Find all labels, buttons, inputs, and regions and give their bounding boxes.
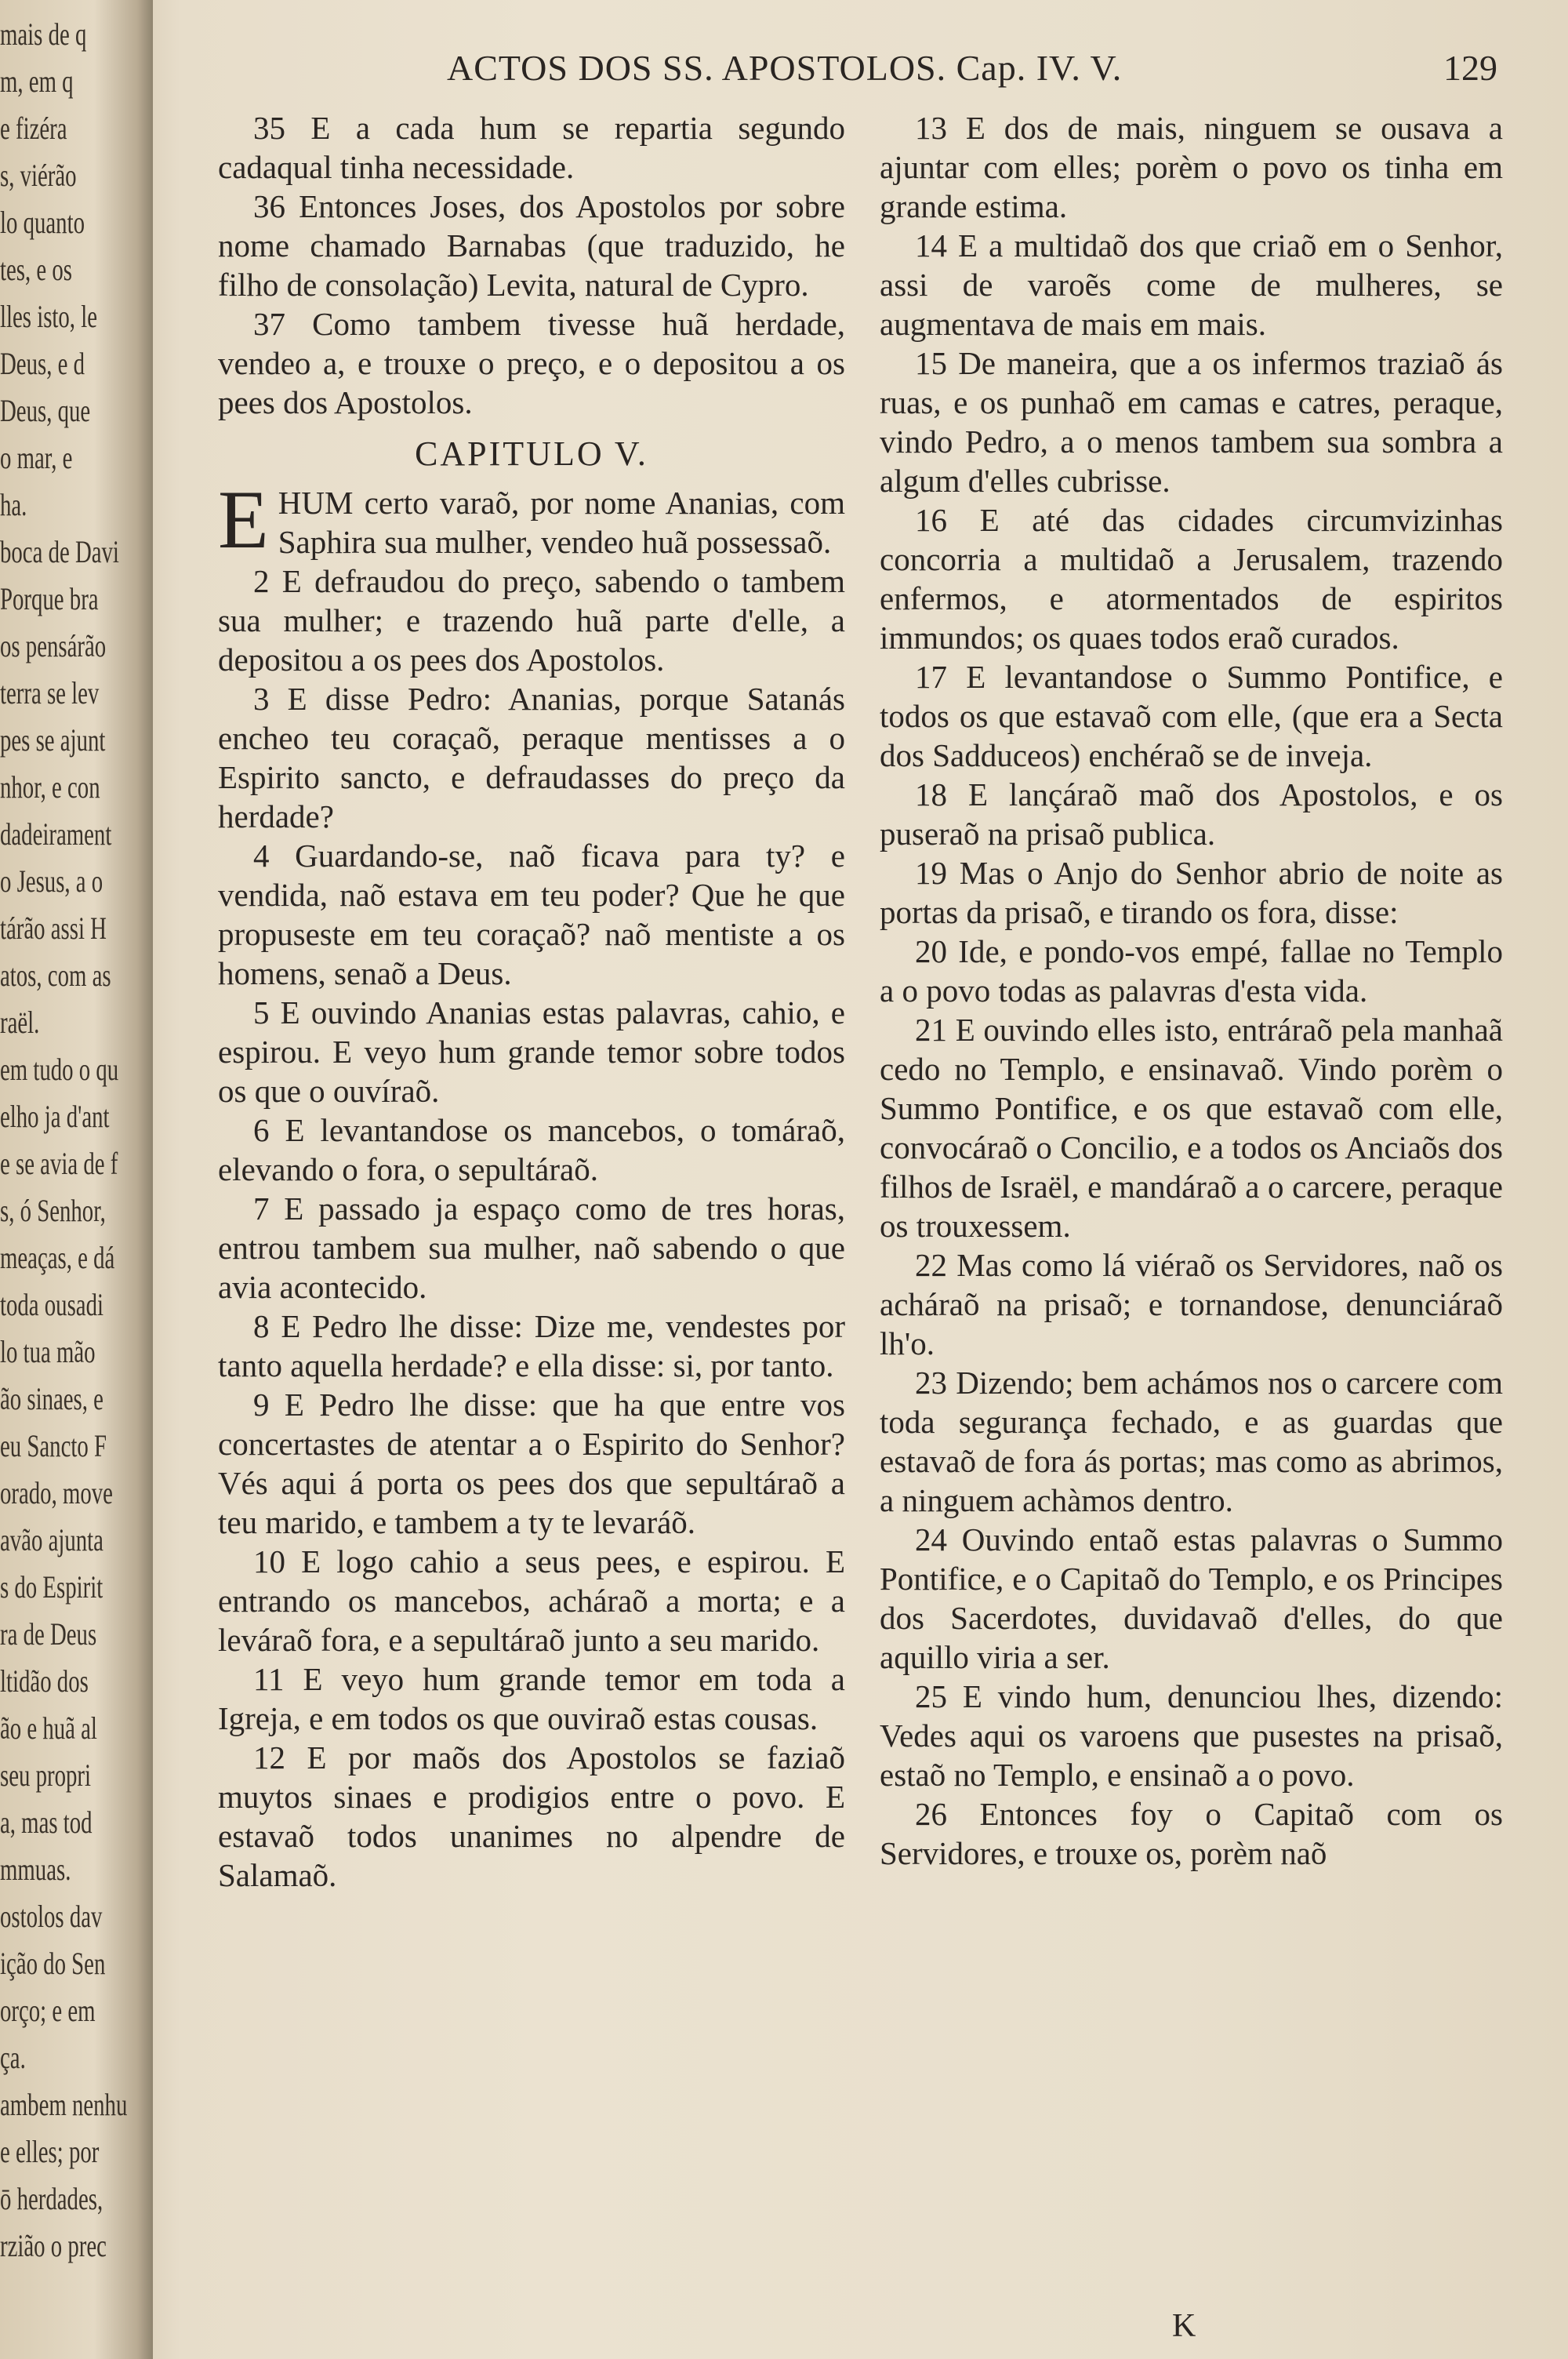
facing-page-text-fragment: ça. — [0, 2040, 26, 2075]
facing-page-text-fragment: s, viérão — [0, 158, 77, 193]
verse: 35 E a cada hum se repartia segundo cadaqual tinha necessidade. — [218, 110, 845, 185]
facing-page-text-fragment: mais de q — [0, 16, 87, 52]
verse: 9 E Pedro lhe disse: que ha que entre vos concertastes de atentar a o Espirito do Senhor? Vés aqui á porta os pees dos que sepultáraõ a teu marido, e tambem a ty te levaráõ. — [218, 1387, 845, 1540]
verse: 25 E vindo hum, denunciou lhes, dizendo: Vedes aqui os varoens que pusestes na prisaõ, estaõ no Templo, e ensinaõ a o povo. — [880, 1678, 1503, 1793]
facing-page-edge — [0, 0, 153, 2359]
verse: 23 Dizendo; bem achámos nos o carcere com toda segurança fechado, e as guardas que estavaõ de fora ás portas; mas como as abrimos, a ninguem achàmos dentro. — [880, 1365, 1503, 1518]
facing-page-text-fragment: lles isto, le — [0, 299, 97, 334]
verse: 22 Mas como lá viéraõ os Servidores, naõ os acháraõ na prisaõ; e tornandose, denunciáraõ lh'o. — [880, 1247, 1503, 1361]
verse: 3 E disse Pedro: Ananias, porque Satanás encheo teu coraçaõ, peraque mentisses a o Espirito sancto, e defraudasses do preço da herdade? — [218, 681, 845, 834]
verse: 14 E a multidaõ dos que criaõ em o Senhor, assi de varoẽs come de mulheres, se augmentava de mais em mais. — [880, 227, 1503, 342]
facing-page-text-fragment: ambem nenhu — [0, 2087, 128, 2122]
drop-cap: E — [218, 474, 269, 565]
facing-page-text-fragment: ão sinaes, e — [0, 1381, 103, 1416]
facing-page-text-fragment: toda ousadi — [0, 1287, 103, 1322]
running-head: ACTOS DOS SS. APOSTOLOS. Cap. IV. V. — [447, 48, 1123, 88]
facing-page-text-fragment: Deus, e d — [0, 346, 85, 381]
verse: 17 E levantandose o Summo Pontifice, e todos os que estavaõ com elle, (que era a Secta dos Sadduceos) enchéraõ se de inveja. — [880, 659, 1503, 773]
chapter-heading: CAPITULO V. — [415, 434, 648, 473]
facing-page-text-fragment: e se avia de f — [0, 1146, 118, 1181]
verse: 18 E lançáraõ maõ dos Apostolos, e os puseraõ na prisaõ publica. — [880, 776, 1503, 852]
facing-page-text-fragment: a, mas tod — [0, 1805, 93, 1840]
facing-page-text-fragment: terra se lev — [0, 675, 100, 711]
facing-page-text-fragment: mmuas. — [0, 1852, 71, 1887]
verse: 16 E até das cidades circumvizinhas concorria a multidaõ a Jerusalem, trazendo enfermos, e atormentados de espiritos immundos; os quaes todos eraõ curados. — [880, 502, 1503, 656]
verse: 36 Entonces Joses, dos Apostolos por sobre nome chamado Barnabas (que traduzido, he filho de consolação) Levita, natural de Cypro. — [218, 188, 845, 303]
signature-mark: K — [1172, 2308, 1196, 2344]
verse: 19 Mas o Anjo do Senhor abrio de noite as portas da prisaõ, e tirando os fora, disse: — [880, 855, 1503, 930]
facing-page-text-fragment: pes se ajunt — [0, 722, 106, 758]
facing-page-text-fragment: rzião o prec — [0, 2228, 107, 2263]
facing-page-text-fragment: meaças, e dá — [0, 1240, 115, 1275]
verse: 11 E veyo hum grande temor em toda a Igreja, e em todos os que ouviraõ estas cousas. — [218, 1661, 845, 1736]
facing-page-text-fragment: ha. — [0, 487, 27, 522]
facing-page-text-fragment: eu Sancto F — [0, 1428, 107, 1463]
facing-page-text-fragment: elho ja d'ant — [0, 1099, 110, 1134]
facing-page-text-fragment: raël. — [0, 1005, 40, 1040]
verse: 37 Como tambem tivesse huã herdade, vendeo a, e trouxe o preço, e o depositou a os pees dos Apostolos. — [218, 306, 845, 420]
verse: 20 Ide, e pondo-vos empé, fallae no Templo a o povo todas as palavras d'esta vida. — [880, 933, 1503, 1009]
facing-page-text-fragment: Porque bra — [0, 581, 99, 616]
facing-page-text-fragment: boca de Davi — [0, 534, 119, 569]
verse: 12 E por maõs dos Apostolos se faziaõ muytos sinaes e prodigios entre o povo. E estavaõ todos unanimes no alpendre de Salamaõ. — [218, 1739, 845, 1893]
facing-page-text-fragment: ltidão dos — [0, 1663, 89, 1699]
verse-text: HUM certo varaõ, por nome Ananias, com Saphira sua mulher, vendeo huã possessaõ. — [278, 485, 845, 560]
verse: 8 E Pedro lhe disse: Dize me, vendestes por tanto aquella herdade? e ella disse: si, por tanto. — [218, 1308, 845, 1383]
facing-page-text-fragment: ra de Deus — [0, 1616, 97, 1652]
facing-page-text-fragment: tes, e os — [0, 252, 72, 287]
facing-page-text-fragment: os pensárão — [0, 628, 107, 663]
verse: 10 E logo cahio a seus pees, e espirou. E entrando os mancebos, acháraõ a morta; e a leváraõ fora, e a sepultáraõ junto a seu marido. — [218, 1543, 845, 1658]
facing-page-text-fragment: avão ajunta — [0, 1522, 103, 1558]
facing-page-text-fragment: ição do Sen — [0, 1946, 106, 1981]
facing-page-text-fragment: atos, com as — [0, 958, 111, 993]
page-header — [447, 47, 1497, 102]
facing-page-text-fragment: e fizéra — [0, 111, 67, 146]
facing-page-text-fragment: lo tua mão — [0, 1334, 96, 1369]
facing-page-text-fragment: tárão assi H — [0, 911, 107, 946]
verse: 2 E defraudou do preço, sabendo o tambem sua mulher; e trazendo huã parte d'elle, a depositou a os pees dos Apostolos. — [218, 563, 845, 678]
verse: 4 Guardando-se, naõ ficava para ty? e vendida, naõ estava em teu poder? Que he que propuseste em teu coraçaõ? naõ mentiste a os homens, senaõ a Deus. — [218, 838, 845, 991]
facing-page-text-fragment: dadeirament — [0, 816, 112, 852]
facing-page-text-fragment: o Jesus, a o — [0, 863, 103, 899]
verse: 24 Ouvindo entaõ estas palavras o Summo Pontifice, e o Capitaõ do Templo, e os Principes dos Sacerdotes, duvidavaõ d'elles, do que aquillo viria a ser. — [880, 1521, 1503, 1675]
facing-page-text-fragment: m, em q — [0, 64, 74, 99]
facing-page-text-fragment: seu propri — [0, 1757, 91, 1793]
facing-page-text-fragment: orado, move — [0, 1475, 113, 1510]
facing-page-text-fragment: s, ó Senhor, — [0, 1193, 106, 1228]
chapter-opening-verse — [218, 474, 845, 565]
facing-page-text-fragment: em tudo o qu — [0, 1052, 119, 1087]
verse: 21 E ouvindo elles isto, entráraõ pela manhaã cedo no Templo, e ensinavaõ. Vindo porèm o Summo Pontifice, e os que estavaõ com elle, convocáraõ o Concilio, e a todos os Anciaõs dos filhos de Israël, e mandáraõ a o carcere, peraque os trouxessem. — [880, 1012, 1503, 1244]
verse: 5 E ouvindo Ananias estas palavras, cahio, e espirou. E veyo hum grande temor sobre todos os que o ouvíraõ. — [218, 994, 845, 1109]
facing-page-text-fragment: o mar, e — [0, 440, 73, 475]
facing-page-text-fragment: lo quanto — [0, 205, 85, 240]
verse: 7 E passado ja espaço como de tres horas, entrou tambem sua mulher, naõ sabendo o que avia acontecido. — [218, 1190, 845, 1305]
facing-page-text-fragment: Deus, que — [0, 393, 91, 428]
facing-page-text-fragment: orço; e em — [0, 1993, 96, 2028]
verse: 13 E dos de mais, ninguem se ousava a ajuntar com elles; porèm o povo os tinha em grande estima. — [880, 110, 1503, 224]
facing-page-text-fragment: ão e huã al — [0, 1710, 97, 1746]
facing-page-text-fragment: s do Espirit — [0, 1569, 103, 1605]
verse: 26 Entonces foy o Capitaõ com os Servidores, e trouxe os, porèm naõ — [880, 1796, 1503, 1871]
facing-page-text-fragment: ō herdades, — [0, 2181, 103, 2216]
left-column — [218, 108, 845, 1895]
facing-page-text-fragment: ostolos dav — [0, 1899, 103, 1934]
verse: 6 E levantandose os mancebos, o tomáraõ, elevando o fora, o sepultáraõ. — [218, 1112, 845, 1187]
facing-page-text-fragment: e elles; por — [0, 2134, 100, 2169]
verse: 15 De maneira, que a os infermos traziaõ ás ruas, e os punhaõ em camas e catres, peraque, vindo Pedro, a o menos tambem sua sombra a algum d'elles cubrisse. — [880, 345, 1503, 499]
right-column — [880, 108, 1503, 1873]
facing-page-text-fragment: nhor, e con — [0, 769, 100, 805]
page-number: 129 — [1443, 48, 1497, 88]
